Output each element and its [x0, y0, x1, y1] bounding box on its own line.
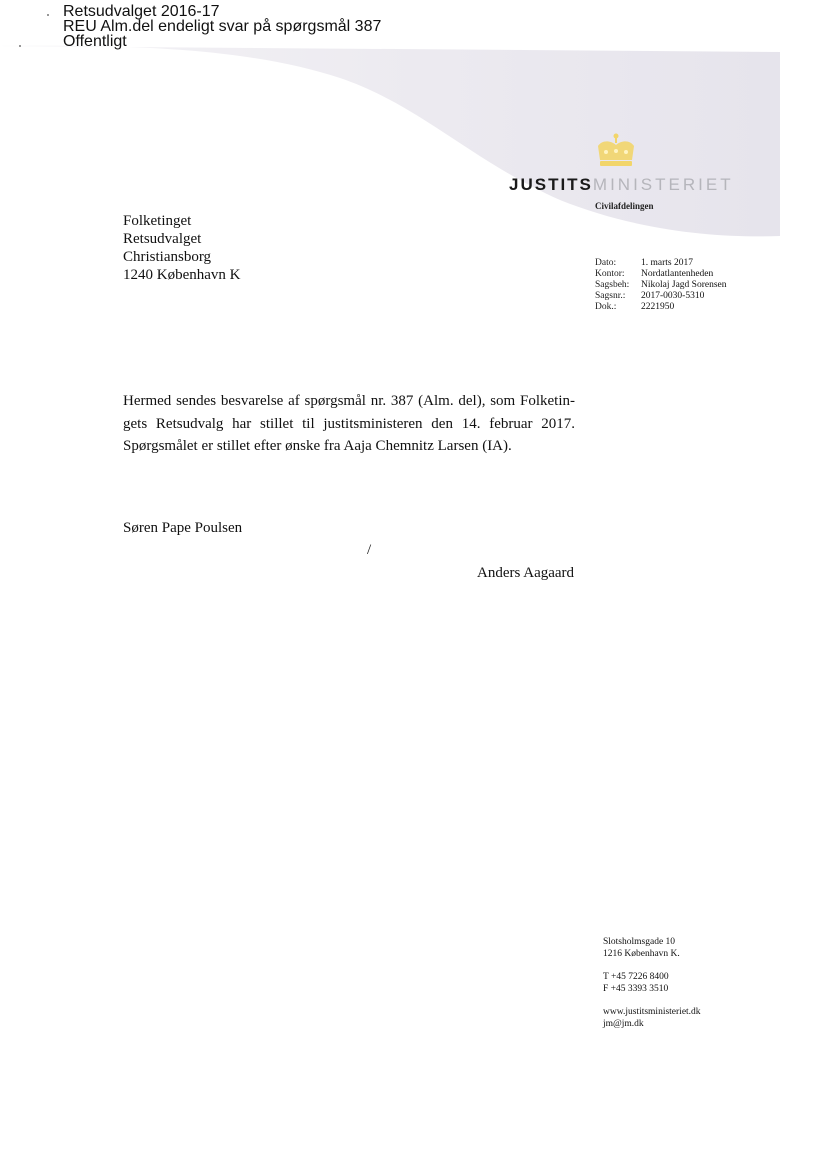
logo-text-light: MINISTERIET — [592, 175, 734, 194]
stamp-reference: REU Alm.del endeligt svar på spørgsmål 387 — [63, 18, 382, 35]
meta-row — [595, 291, 727, 302]
stamp-committee: Retsudvalget 2016-17 — [63, 3, 220, 20]
document-stamp — [63, 4, 381, 49]
official-signature: Anders Aagaard — [477, 565, 575, 581]
postal-city: 1216 København K. — [603, 948, 680, 959]
meta-row — [595, 269, 727, 280]
crown-icon — [592, 132, 640, 172]
meta-value: 2221950 — [641, 302, 675, 312]
meta-value: Nordatlantenheden — [641, 269, 714, 279]
recipient-line: 1240 København K — [123, 267, 241, 283]
meta-row — [595, 302, 727, 313]
meta-row — [595, 258, 727, 269]
phone-number: T +45 7226 8400 — [603, 972, 669, 982]
stamp-classification: Offentligt — [63, 33, 127, 50]
fax-number: F +45 3393 3510 — [603, 983, 669, 994]
meta-value: Nikolaj Jagd Sorensen — [641, 280, 727, 290]
ministry-contact — [603, 937, 701, 1030]
scan-speck — [47, 14, 49, 16]
recipient-address — [123, 212, 240, 284]
meta-row — [595, 280, 727, 291]
website-link[interactable]: www.justitsministeriet.dk — [603, 1007, 701, 1017]
recipient-line: Retsudvalget — [123, 231, 202, 247]
logo-text-bold: JUSTITS — [509, 175, 593, 194]
meta-label: Dok.: — [595, 302, 617, 312]
meta-label: Sagsbeh: — [595, 280, 630, 290]
email-link[interactable]: jm@jm.dk — [603, 1018, 644, 1029]
meta-label: Dato: — [595, 258, 617, 268]
minister-signature: Søren Pape Poulsen — [123, 520, 243, 536]
scan-speck — [19, 45, 21, 47]
department-name: Civilafdelingen — [595, 201, 654, 211]
recipient-line: Folketinget — [123, 213, 192, 229]
case-metadata — [595, 258, 727, 313]
meta-value: 1. marts 2017 — [641, 258, 693, 268]
street-address: Slotsholmsgade 10 — [603, 937, 676, 947]
letter-body: Hermed sendes besvarelse af spørgsmål nr. 387 (Alm. del), som Folketin-gets Retsudvalg har stillet til justitsministeren den 14. februar 2017. Spørgsmålet er stillet efter ønske fra Aaja Chemnitz Larsen (IA). — [123, 393, 575, 454]
meta-label: Kontor: — [595, 269, 625, 279]
ministry-logo — [509, 175, 734, 195]
signature-separator: / — [367, 542, 372, 558]
recipient-line: Christiansborg — [123, 249, 212, 265]
meta-label: Sagsnr.: — [595, 291, 626, 301]
meta-value: 2017-0030-5310 — [641, 291, 705, 301]
